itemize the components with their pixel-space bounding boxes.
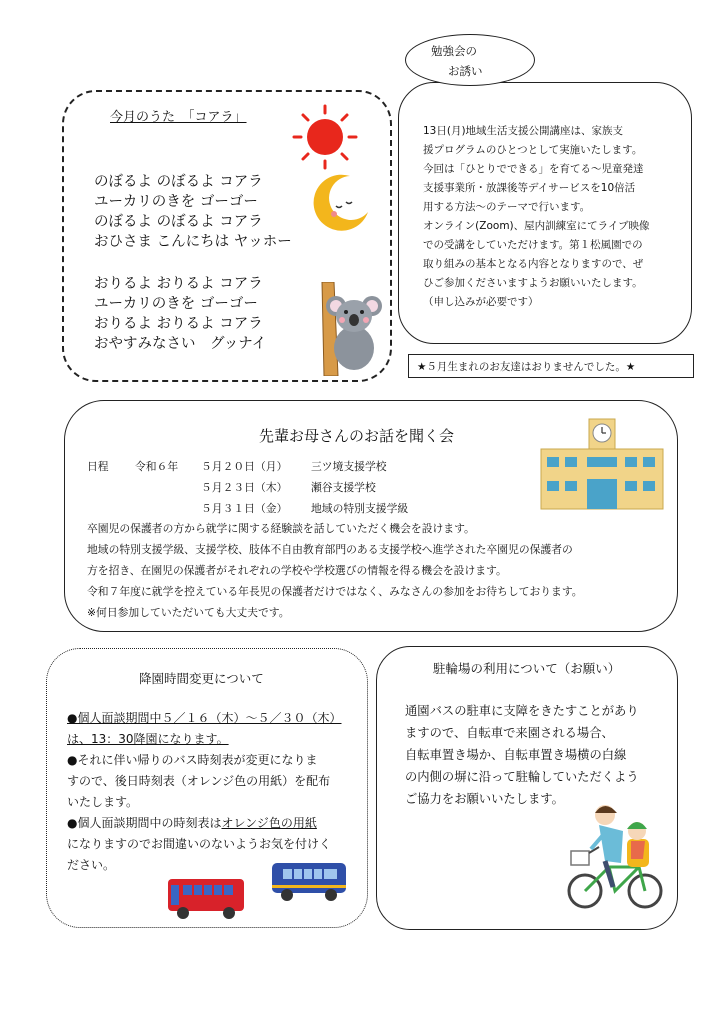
song-box	[62, 90, 392, 382]
birthday-notice	[408, 354, 694, 378]
invite-line: 支援事業所・放課後等デイサービスを10倍活	[423, 182, 636, 194]
song-line: のぼるよ のぼるよ コアラ	[94, 214, 263, 230]
bicycle-rider-icon	[565, 801, 665, 913]
pickup-time-box	[46, 648, 368, 928]
invite-line: 13日(月)地域生活支援公開講座は、家族支	[423, 125, 624, 137]
invite-line: ひご参加くださいますようお願いいたします。	[423, 277, 643, 289]
bubble-text: お誘い	[448, 64, 483, 78]
song-title: 今月のうた 「コアラ」	[110, 110, 247, 125]
moon-icon	[310, 172, 372, 234]
pickup-text: ●個人面談期間中の時刻表は	[67, 816, 222, 830]
invite-line: での受講をしていただけます。第１松風園での	[423, 239, 643, 251]
schedule-label: 日程	[87, 460, 109, 473]
song-line: ユーカリのきを ゴーゴー	[94, 296, 258, 312]
body-line: 卒園児の保護者の方から就学に関する経験談を話していただく機会を設けます。	[87, 522, 475, 535]
parking-line: ますので、自転車で来園される場合、	[405, 726, 614, 740]
pickup-line: いたします。	[67, 795, 139, 809]
invite-line: オンライン(Zoom)、屋内訓練室にてライブ映像	[423, 220, 650, 232]
invite-box	[398, 82, 692, 344]
parking-line: 自転車置き場か、自転車置き場横の白線	[405, 748, 627, 762]
schedule-date: ５月２３日（木）	[201, 481, 288, 494]
red-bus-icon	[167, 877, 245, 921]
parking-line: の内側の塀に沿って駐輪していただくよう	[405, 770, 639, 784]
schedule-place: 地域の特別支援学級	[311, 502, 409, 515]
schedule-date: ５月３１日（金）	[201, 502, 288, 515]
song-line: のぼるよ のぼるよ コアラ	[94, 174, 263, 190]
song-line: おりるよ おりるよ コアラ	[94, 316, 263, 332]
pickup-line: ●それに伴い帰りのバス時刻表が変更になりま	[67, 753, 318, 767]
pickup-line: ださい。	[67, 858, 116, 872]
schedule-era: 令和６年	[135, 460, 179, 473]
parking-title: 駐輪場の利用について（お願い）	[433, 661, 621, 676]
school-icon	[537, 417, 667, 511]
koala-icon	[314, 282, 384, 376]
body-line: ※何日参加していただいても大丈夫です。	[87, 606, 290, 619]
pickup-line: ●個人面談期間中５／１６（木）～５／３０（木）	[67, 711, 342, 725]
invite-line: 取り組みの基本となる内容となりますので、ぜ	[423, 258, 644, 270]
song-line: ユーカリのきを ゴーゴー	[94, 194, 258, 210]
senpai-talk-box	[64, 400, 678, 632]
parking-line: ご協力をお願いいたします。	[405, 792, 564, 806]
invite-line: 今回は「ひとりでできる」を育てる～児童発達	[423, 163, 644, 175]
bicycle-parking-box	[376, 646, 678, 930]
pickup-line	[67, 814, 317, 831]
pickup-line: は、13：30降園になります。	[67, 732, 229, 746]
invite-line: 援プログラムのひとつとして実施いたします。	[423, 144, 643, 156]
invite-line: （申し込みが必要です）	[423, 296, 539, 308]
schedule-place: 瀬谷支援学校	[311, 481, 376, 494]
pickup-line: すので、後日時刻表（オレンジ色の用紙）を配布	[67, 774, 331, 788]
song-line: おひさま こんにちは ヤッホー	[94, 234, 292, 250]
body-line: 地域の特別支援学級、支援学校、肢体不自由教育部門のある支援学校へ進学された卒園児の保護者の	[87, 543, 573, 556]
schedule-place: 三ツ境支援学校	[311, 460, 387, 473]
parking-line: 通園バスの駐車に支障をきたすことがあり	[405, 704, 639, 718]
bubble-text: 勉強会の	[431, 44, 477, 58]
schedule-date: ５月２０日（月）	[201, 460, 288, 473]
body-line: 令和７年度に就学を控えている年長児の保護者だけではなく、みなさんの参加をお待ちしております。	[87, 585, 583, 598]
invite-line: 用する方法～のテーマで行います。	[423, 201, 591, 213]
pickup-title: 降園時間変更について	[139, 671, 264, 686]
blue-bus-icon	[271, 861, 347, 903]
song-line: おりるよ おりるよ コアラ	[94, 276, 263, 292]
pickup-line: になりますのでお間違いのないようお気を付けく	[67, 837, 332, 851]
body-line: 方を招き、在園児の保護者がそれぞれの学校や学校選びの情報を得る機会を設けます。	[87, 564, 507, 577]
song-line: おやすみなさい グッナイ	[94, 336, 267, 352]
notice-text: ★５月生まれのお友達はおりませんでした。★	[417, 361, 636, 373]
orange-paper-text: オレンジ色の用紙	[221, 816, 317, 830]
senpai-title: 先輩お母さんのお話を聞く会	[259, 427, 455, 445]
sun-icon	[292, 104, 358, 170]
study-session-bubble	[405, 34, 535, 86]
